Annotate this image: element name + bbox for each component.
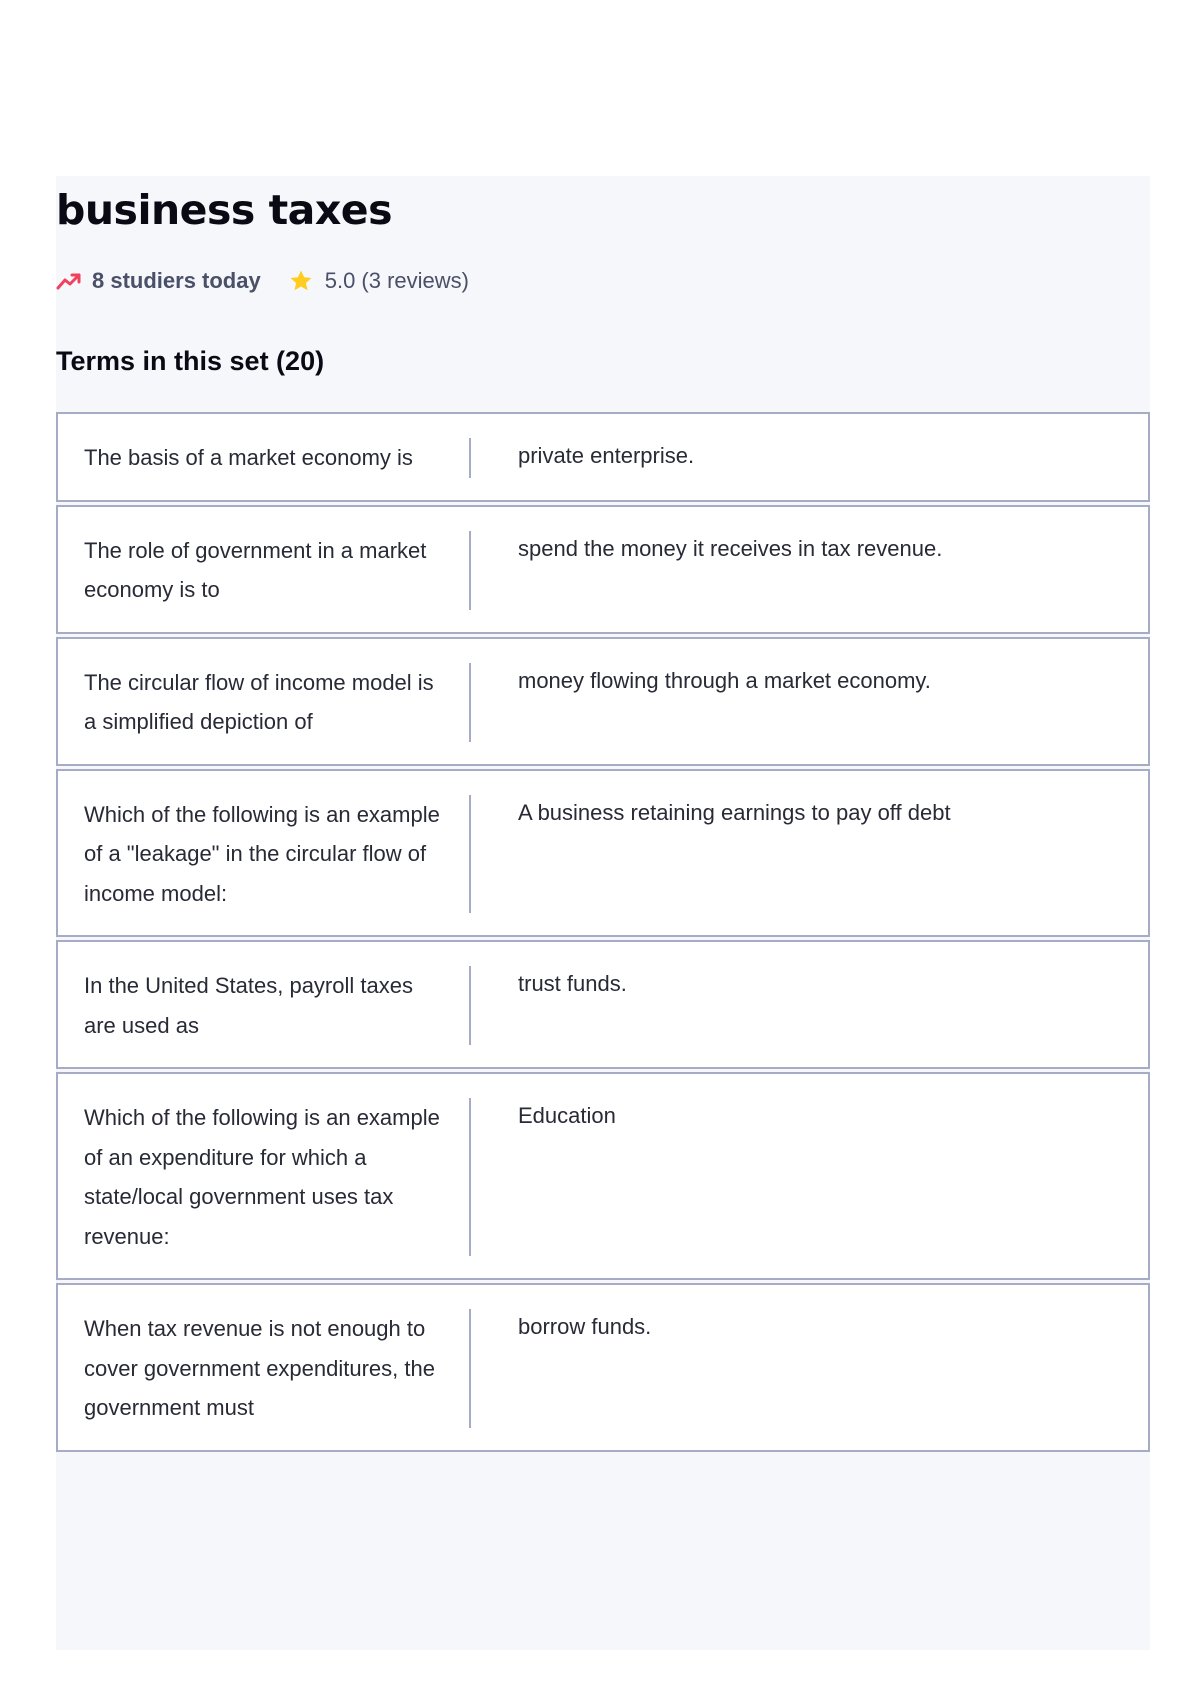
term-card[interactable] (56, 1283, 1150, 1452)
card-definition: Education (518, 1103, 616, 1128)
term-card[interactable] (56, 637, 1150, 766)
card-definition: money flowing through a market economy. (518, 667, 931, 693)
studiers-count: 8 studiers today (92, 268, 261, 293)
set-stats (56, 268, 469, 294)
card-term: Which of the following is an example of a "leakage" in the circular flow of income model: (58, 795, 471, 914)
terms-heading: Terms in this set (20) (56, 346, 325, 376)
card-definition: A business retaining earnings to pay off debt (518, 799, 951, 825)
study-set-sheet (56, 176, 1150, 1650)
card-term: When tax revenue is not enough to cover government expenditures, the government must (58, 1309, 471, 1428)
term-card[interactable] (56, 1072, 1150, 1280)
term-card[interactable] (56, 412, 1150, 502)
rating-summary[interactable]: 5.0 (3 reviews) (324, 268, 469, 293)
card-definition: borrow funds. (518, 1314, 652, 1339)
term-card[interactable] (56, 769, 1150, 938)
card-definition: spend the money it receives in tax revenue. (518, 535, 943, 561)
card-term: The basis of a market economy is (58, 438, 471, 478)
card-term: The role of government in a market economy is to (58, 531, 471, 610)
term-card[interactable] (56, 505, 1150, 634)
trending-up-icon (56, 271, 82, 291)
term-card[interactable] (56, 940, 1150, 1069)
page-title: business taxes (56, 186, 392, 234)
card-term: Which of the following is an example of an expenditure for which a state/local government uses tax revenue: (58, 1098, 471, 1256)
term-card-list (56, 412, 1150, 1455)
star-icon (289, 269, 313, 293)
card-definition: trust funds. (518, 971, 627, 996)
card-term: The circular flow of income model is a simplified depiction of (58, 663, 471, 742)
card-definition: private enterprise. (518, 443, 695, 468)
card-term: In the United States, payroll taxes are used as (58, 966, 471, 1045)
